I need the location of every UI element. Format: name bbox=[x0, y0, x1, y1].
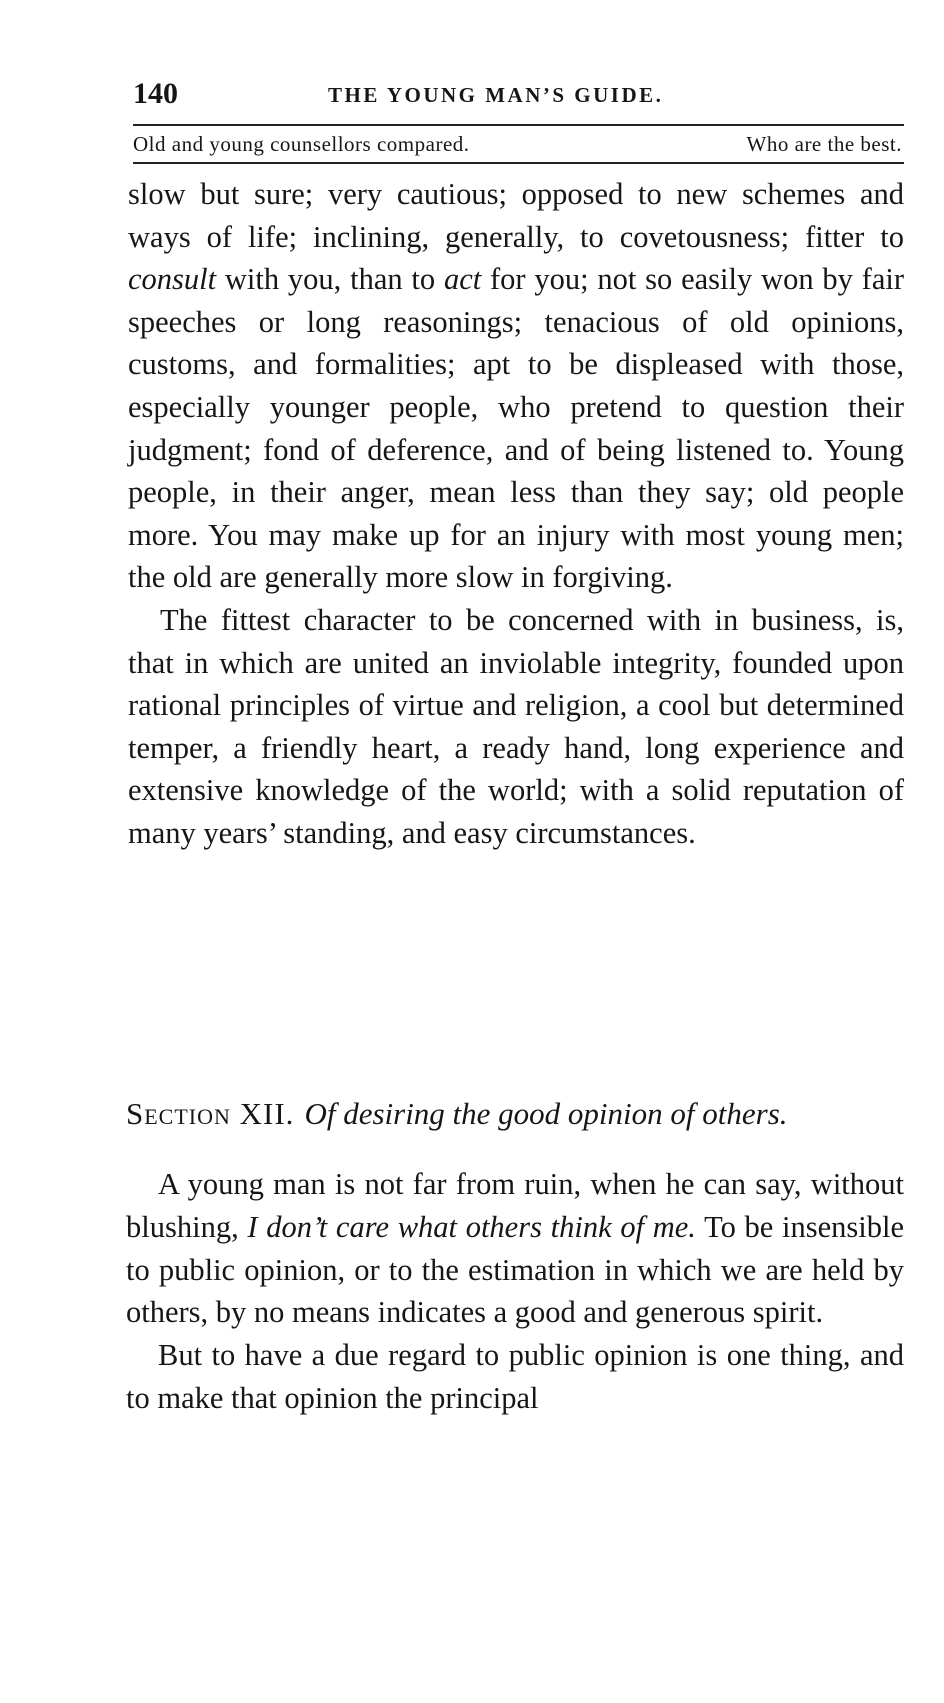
paragraph-1-part-c: for you; not so easily won by fair speeches or long reasonings; tenacious of old opinions, customs, and formalities; apt to be displeased with those, especially younger people, who pretend to question their judgment; fond of deference, and of being listened to. Young people, in their anger, mean less than they say; old people more. You may make up for an injury with most young men; the old are generally more slow in forgiving. bbox=[128, 262, 904, 595]
emphasis-act: act bbox=[443, 262, 482, 297]
header-rule-bottom bbox=[133, 162, 904, 164]
paragraph-3-part-b: To be insensible to public opinion, or to the estimation in which we are held by others, by no means indicates a good and generous spirit. bbox=[126, 1209, 904, 1330]
paragraph-fittest-character: The fittest character to be concerned with in business, is, that in which are united an inviolable integrity, founded upon rational principles of virtue and religion, a cool but determined temper, a friendly heart, a ready hand, long experience and extensive knowledge of the world; with a solid reputation of many years’ standing, and easy circumstances. bbox=[128, 602, 904, 850]
section-title: Of desiring the good opinion of others. bbox=[304, 1096, 788, 1131]
header-rule-top bbox=[133, 124, 904, 126]
paragraph-3-part-a: A young man is not far from ruin, when he can say, without blushing, bbox=[126, 1167, 904, 1244]
paragraph-young-man-ruin bbox=[126, 1163, 904, 1334]
running-head bbox=[133, 74, 903, 114]
paragraph-1-part-b: with you, than to bbox=[216, 262, 444, 297]
body-text-upper bbox=[128, 173, 904, 855]
running-title: THE YOUNG MAN’S GUIDE. bbox=[328, 83, 664, 107]
subhead-right: Who are the best. bbox=[746, 132, 902, 156]
emphasis-consult: consult bbox=[128, 262, 217, 297]
subhead-left: Old and young counsellors compared. bbox=[133, 132, 470, 156]
subhead bbox=[133, 127, 904, 161]
section-label: Section XII. bbox=[126, 1096, 295, 1131]
page-number: 140 bbox=[133, 77, 178, 110]
emphasis-quote: I don’t care what others think of me. bbox=[247, 1209, 696, 1244]
paragraph-continued bbox=[128, 173, 904, 599]
paragraph-1-part-a: slow but sure; very cautious; opposed to new schemes and ways of life; inclining, generally, to covetousness; fitter to bbox=[128, 177, 904, 254]
section-heading bbox=[126, 1092, 904, 1136]
body-text-lower bbox=[126, 1163, 904, 1420]
paragraph-due-regard: But to have a due regard to public opinion is one thing, and to make that opinion the principal bbox=[126, 1338, 904, 1415]
